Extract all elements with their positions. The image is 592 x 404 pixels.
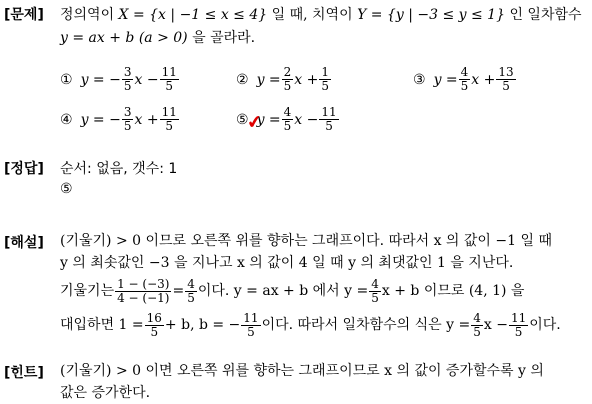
range-set: Y = {y | −3 ≤ y ≤ 1} — [357, 7, 505, 23]
solution-line-1: (기울기) > 0 이므로 오른쪽 위를 향하는 그래프이다. 따라서 x 의 값이 −1 일 때 — [60, 233, 552, 249]
problem-line-2: y = ax + b (a > 0) 을 골라라. — [60, 30, 256, 46]
hint-label: [힌트] — [4, 365, 44, 381]
problem-line-1: 정의역이 X = {x | −1 ≤ x ≤ 4} 일 때, 치역이 Y = {y | −3 ≤ y ≤ 1} 인 일차함수 — [60, 7, 582, 23]
hint-line-2: 값은 증가한다. — [60, 385, 151, 401]
option-4[interactable]: ④ y = − $\frac{3}{5}$ x + $\frac{11}{5}$ — [60, 105, 177, 133]
correct-check-icon: ✔ — [245, 111, 264, 134]
solution-line-3: 기울기는 $\frac{1 - (-3)}{4 - (-1)}$ = $\frac{4}{5}$ 이다. y = ax + b 에서 y = $\frac{4}{5}$ x + b 이므로 (4, 1) 을 — [60, 276, 525, 305]
hint-body — [60, 360, 588, 404]
option-3[interactable]: ③ y = $\frac{4}{5}$ x + $\frac{13}{5}$ — [413, 65, 514, 93]
solution-label: [해설] — [4, 235, 44, 251]
answer-line-2: ⑤ — [60, 181, 73, 197]
answer-line-1: 순서: 없음, 갯수: 1 — [60, 161, 178, 177]
answer-label: [정답] — [4, 161, 44, 177]
solution-body — [60, 230, 588, 342]
option-2[interactable]: ② y = $\frac{2}{5}$ x + $\frac{1}{5}$ — [236, 65, 330, 93]
problem-label: [문제] — [4, 7, 44, 23]
hint-line-1: (기울기) > 0 이면 오른쪽 위를 향하는 그래프이므로 x 의 값이 증가할수록 y 의 — [60, 363, 544, 379]
option-1[interactable]: ① y = − $\frac{3}{5}$ x − $\frac{11}{5}$ — [60, 65, 177, 93]
solution-line-2: y 의 최솟값인 −3 을 지나고 x 의 값이 4 일 때 y 의 최댓값인 1 을 지난다. — [60, 255, 514, 271]
solution-line-4: 대입하면 1 = $\frac{16}{5}$ + b, b = − $\frac{11}{5}$ 이다. 따라서 일차함수의 식은 y = $\frac{4}{5}$ x − $\frac{11}{5}$ 이다. — [60, 310, 561, 339]
option-5[interactable]: ⑤ y = $\frac{4}{5}$ x − $\frac{11}{5}$ — [236, 105, 337, 133]
domain-set: X = {x | −1 ≤ x ≤ 4} — [118, 7, 268, 23]
